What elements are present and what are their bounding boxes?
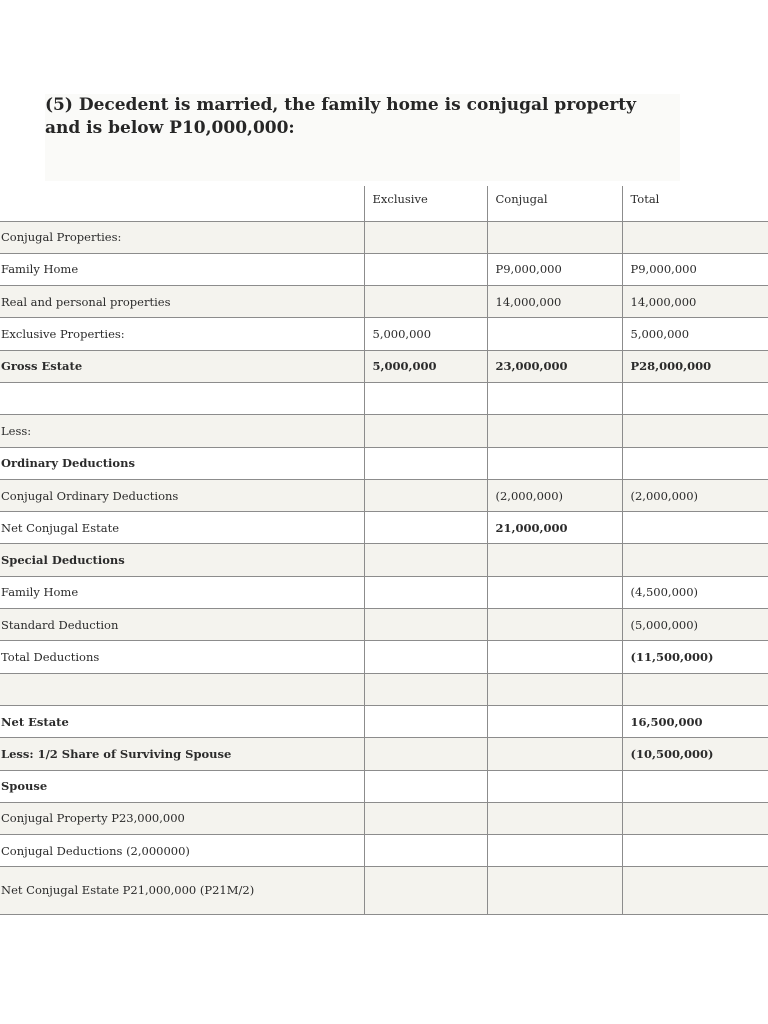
table-row: [0, 382, 768, 414]
row-total: (5,000,000): [622, 609, 768, 641]
row-exclusive: [364, 867, 487, 915]
row-total: [622, 770, 768, 802]
table-row: [0, 447, 768, 479]
table-row: [0, 253, 768, 285]
row-total: P9,000,000: [622, 253, 768, 285]
table-header-row: [0, 186, 768, 221]
row-total: (11,500,000): [622, 641, 768, 673]
row-label: Net Estate: [0, 705, 364, 737]
row-total: 5,000,000: [622, 318, 768, 350]
row-label: Conjugal Property P23,000,000: [0, 802, 364, 834]
row-conjugal: 21,000,000: [487, 512, 622, 544]
page-heading: (5) Decedent is married, the family home is conjugal property and is below P10,000,000:: [45, 95, 637, 138]
row-exclusive: [364, 544, 487, 576]
row-conjugal: [487, 673, 622, 705]
table-row: [0, 705, 768, 737]
row-label: Total Deductions: [0, 641, 364, 673]
row-exclusive: 5,000,000: [364, 318, 487, 350]
row-conjugal: [487, 641, 622, 673]
row-conjugal: [487, 705, 622, 737]
row-conjugal: [487, 609, 622, 641]
row-total: [622, 867, 768, 915]
row-conjugal: P9,000,000: [487, 253, 622, 285]
row-label: Family Home: [0, 576, 364, 608]
row-label: Net Conjugal Estate P21,000,000 (P21M/2): [0, 867, 364, 915]
row-exclusive: [364, 253, 487, 285]
header-conjugal: Conjugal: [487, 186, 622, 221]
row-label: Gross Estate: [0, 350, 364, 382]
row-conjugal: [487, 770, 622, 802]
row-exclusive: [364, 286, 487, 318]
row-conjugal: [487, 867, 622, 915]
row-label: Family Home: [0, 253, 364, 285]
row-total: (10,500,000): [622, 738, 768, 770]
row-exclusive: [364, 802, 487, 834]
table-row: [0, 576, 768, 608]
row-label: Conjugal Ordinary Deductions: [0, 479, 364, 511]
row-label: Less:: [0, 415, 364, 447]
table-row: [0, 835, 768, 867]
row-total: 14,000,000: [622, 286, 768, 318]
table-row: [0, 512, 768, 544]
table-row: [0, 770, 768, 802]
row-exclusive: [364, 770, 487, 802]
row-label: Ordinary Deductions: [0, 447, 364, 479]
row-total: [622, 415, 768, 447]
table-row: [0, 641, 768, 673]
row-total: [622, 447, 768, 479]
table-row: [0, 350, 768, 382]
table-row: [0, 802, 768, 834]
row-conjugal: [487, 544, 622, 576]
row-total: (2,000,000): [622, 479, 768, 511]
header-total: Total: [622, 186, 768, 221]
row-conjugal: [487, 835, 622, 867]
row-total: [622, 512, 768, 544]
row-conjugal: [487, 415, 622, 447]
table-row: [0, 867, 768, 915]
row-conjugal: [487, 318, 622, 350]
table-row: [0, 738, 768, 770]
header-label: [0, 186, 364, 221]
row-exclusive: [364, 673, 487, 705]
row-total: [622, 221, 768, 253]
row-conjugal: [487, 221, 622, 253]
row-exclusive: [364, 382, 487, 414]
row-conjugal: [487, 802, 622, 834]
row-label: Less: 1/2 Share of Surviving Spouse: [0, 738, 364, 770]
row-conjugal: (2,000,000): [487, 479, 622, 511]
row-exclusive: 5,000,000: [364, 350, 487, 382]
row-label: Special Deductions: [0, 544, 364, 576]
row-total: (4,500,000): [622, 576, 768, 608]
row-label: Conjugal Properties:: [0, 221, 364, 253]
header-exclusive: Exclusive: [364, 186, 487, 221]
table-row: [0, 286, 768, 318]
row-total: [622, 802, 768, 834]
row-exclusive: [364, 415, 487, 447]
row-exclusive: [364, 705, 487, 737]
table-row: [0, 609, 768, 641]
row-exclusive: [364, 479, 487, 511]
row-total: 16,500,000: [622, 705, 768, 737]
row-label: Exclusive Properties:: [0, 318, 364, 350]
row-label: [0, 673, 364, 705]
row-total: [622, 382, 768, 414]
table-row: [0, 544, 768, 576]
row-conjugal: 14,000,000: [487, 286, 622, 318]
row-exclusive: [364, 447, 487, 479]
row-conjugal: [487, 576, 622, 608]
row-conjugal: [487, 382, 622, 414]
estate-tax-table: [0, 186, 768, 915]
row-conjugal: [487, 738, 622, 770]
row-label: Standard Deduction: [0, 609, 364, 641]
row-label: Spouse: [0, 770, 364, 802]
row-exclusive: [364, 576, 487, 608]
table-row: [0, 415, 768, 447]
table-row: [0, 318, 768, 350]
row-label: [0, 382, 364, 414]
row-exclusive: [364, 738, 487, 770]
row-total: P28,000,000: [622, 350, 768, 382]
row-exclusive: [364, 835, 487, 867]
row-exclusive: [364, 512, 487, 544]
row-label: Real and personal properties: [0, 286, 364, 318]
row-exclusive: [364, 221, 487, 253]
row-conjugal: [487, 447, 622, 479]
row-total: [622, 673, 768, 705]
row-label: Net Conjugal Estate: [0, 512, 364, 544]
row-exclusive: [364, 609, 487, 641]
table-row: [0, 673, 768, 705]
row-exclusive: [364, 641, 487, 673]
table-row: [0, 479, 768, 511]
table-row: [0, 221, 768, 253]
row-total: [622, 544, 768, 576]
row-label: Conjugal Deductions (2,000000): [0, 835, 364, 867]
row-conjugal: 23,000,000: [487, 350, 622, 382]
row-total: [622, 835, 768, 867]
